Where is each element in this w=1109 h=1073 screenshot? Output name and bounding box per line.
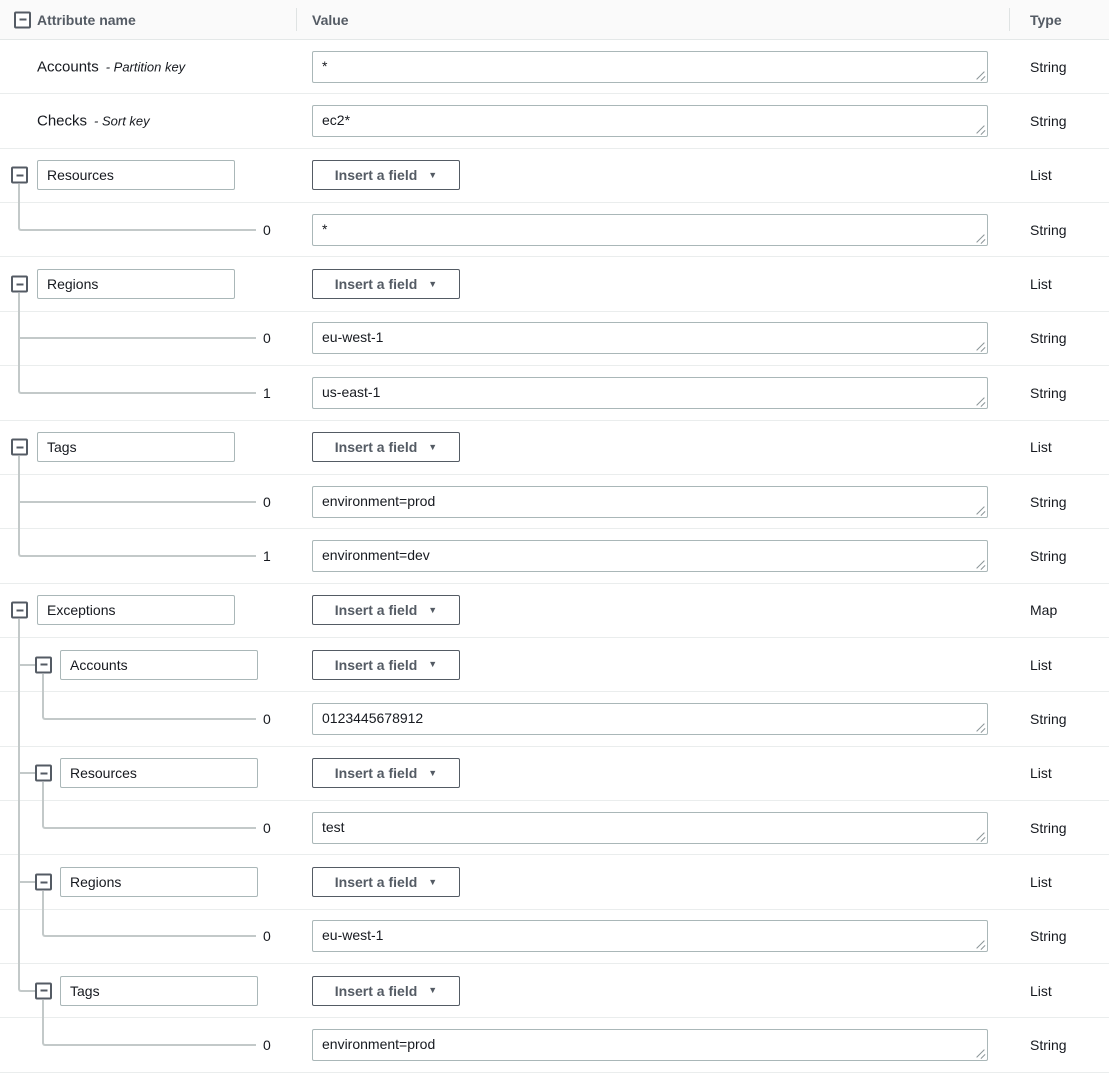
type-label: String bbox=[1030, 819, 1067, 836]
column-header-value: Value bbox=[312, 11, 349, 28]
type-label: String bbox=[1030, 547, 1067, 564]
value-textarea[interactable] bbox=[312, 322, 988, 354]
value-textarea[interactable] bbox=[312, 377, 988, 409]
attribute-row bbox=[0, 366, 1109, 420]
key-designation-label: - Partition key bbox=[105, 59, 186, 75]
collapse-toggle-icon[interactable] bbox=[11, 439, 28, 456]
value-field bbox=[312, 322, 988, 354]
tree-guide-horizontal bbox=[18, 337, 256, 339]
value-field bbox=[312, 1029, 988, 1061]
value-textarea[interactable] bbox=[312, 214, 988, 246]
insert-field-button[interactable] bbox=[312, 595, 460, 625]
type-label: List bbox=[1030, 167, 1052, 184]
type-label: String bbox=[1030, 928, 1067, 945]
attribute-row bbox=[0, 692, 1109, 746]
value-textarea[interactable] bbox=[312, 51, 988, 83]
tree-guide-vertical bbox=[18, 692, 20, 746]
value-textarea[interactable] bbox=[312, 920, 988, 952]
attribute-row bbox=[0, 94, 1109, 148]
index-label: 1 bbox=[263, 384, 271, 401]
column-divider bbox=[296, 8, 297, 31]
key-designation-label: - Sort key bbox=[94, 113, 150, 129]
index-label: 1 bbox=[263, 547, 271, 564]
column-header-attribute-name: Attribute name bbox=[37, 11, 136, 28]
value-textarea[interactable] bbox=[312, 486, 988, 518]
attribute-row bbox=[0, 638, 1109, 692]
attribute-name-input[interactable] bbox=[60, 758, 258, 788]
value-textarea[interactable] bbox=[312, 703, 988, 735]
tree-guide-elbow bbox=[18, 529, 256, 557]
insert-field-button[interactable] bbox=[312, 432, 460, 462]
insert-field-button[interactable] bbox=[312, 160, 460, 190]
attribute-name-input[interactable] bbox=[37, 160, 235, 190]
type-label: String bbox=[1030, 58, 1067, 75]
type-label: List bbox=[1030, 276, 1052, 293]
tree-guide-vertical bbox=[42, 674, 44, 693]
column-divider bbox=[1009, 8, 1010, 31]
type-label: Map bbox=[1030, 602, 1058, 619]
caret-down-icon: ▼ bbox=[428, 169, 438, 180]
value-field bbox=[312, 214, 988, 246]
attribute-row bbox=[0, 855, 1109, 909]
type-label: String bbox=[1030, 221, 1067, 238]
tree-guide-elbow bbox=[18, 203, 256, 231]
attribute-name-input[interactable] bbox=[60, 650, 258, 680]
caret-down-icon: ▼ bbox=[428, 604, 438, 615]
attribute-row bbox=[0, 747, 1109, 801]
tree-guide-vertical bbox=[18, 293, 20, 312]
value-textarea[interactable] bbox=[312, 105, 988, 137]
insert-field-button-label: Insert a field bbox=[334, 276, 418, 293]
tree-guide-vertical bbox=[42, 891, 44, 910]
attribute-row bbox=[0, 910, 1109, 964]
attribute-row bbox=[0, 801, 1109, 855]
caret-down-icon: ▼ bbox=[428, 876, 438, 887]
value-field bbox=[312, 812, 988, 844]
insert-field-button[interactable] bbox=[312, 867, 460, 897]
index-label: 0 bbox=[263, 928, 271, 945]
caret-down-icon: ▼ bbox=[428, 278, 438, 289]
type-label: String bbox=[1030, 384, 1067, 401]
collapse-toggle-icon[interactable] bbox=[11, 276, 28, 293]
tree-guide-elbow bbox=[42, 692, 256, 720]
value-textarea[interactable] bbox=[312, 540, 988, 572]
tree-guide-elbow bbox=[42, 801, 256, 829]
key-attribute-name: Accounts - Partition key bbox=[37, 58, 186, 76]
insert-field-button-label: Insert a field bbox=[334, 439, 418, 456]
attribute-row bbox=[0, 584, 1109, 638]
collapse-toggle-icon[interactable] bbox=[11, 602, 28, 619]
insert-field-button[interactable] bbox=[312, 758, 460, 788]
type-label: String bbox=[1030, 113, 1067, 130]
attribute-row bbox=[0, 475, 1109, 529]
value-field bbox=[312, 703, 988, 735]
value-field bbox=[312, 920, 988, 952]
tree-guide-vertical bbox=[42, 782, 44, 801]
collapse-toggle-icon[interactable] bbox=[35, 656, 52, 673]
tree-guide-vertical bbox=[18, 184, 20, 203]
attribute-row bbox=[0, 529, 1109, 583]
type-label: List bbox=[1030, 982, 1052, 999]
attribute-rows bbox=[0, 40, 1109, 1073]
insert-field-button-label: Insert a field bbox=[334, 982, 418, 999]
type-label: String bbox=[1030, 493, 1067, 510]
attribute-row bbox=[0, 40, 1109, 94]
type-label: List bbox=[1030, 656, 1052, 673]
value-field bbox=[312, 486, 988, 518]
insert-field-button[interactable] bbox=[312, 650, 460, 680]
tree-guide-vertical bbox=[18, 801, 20, 855]
type-label: String bbox=[1030, 1037, 1067, 1054]
index-label: 0 bbox=[263, 1037, 271, 1054]
index-label: 0 bbox=[263, 221, 271, 238]
attribute-row bbox=[0, 421, 1109, 475]
insert-field-button[interactable] bbox=[312, 976, 460, 1006]
attribute-row bbox=[0, 149, 1109, 203]
insert-field-button-label: Insert a field bbox=[334, 874, 418, 891]
index-label: 0 bbox=[263, 710, 271, 727]
attribute-row bbox=[0, 964, 1109, 1018]
tree-guide-vertical bbox=[18, 456, 20, 475]
tree-guide-vertical bbox=[18, 619, 20, 638]
attribute-name-input[interactable] bbox=[37, 269, 235, 299]
value-field bbox=[312, 540, 988, 572]
type-label: List bbox=[1030, 439, 1052, 456]
header-collapse-all-icon[interactable] bbox=[14, 11, 31, 28]
insert-field-button-label: Insert a field bbox=[334, 656, 418, 673]
type-label: List bbox=[1030, 765, 1052, 782]
caret-down-icon: ▼ bbox=[428, 985, 438, 996]
insert-field-button[interactable] bbox=[312, 269, 460, 299]
collapse-toggle-icon[interactable] bbox=[35, 765, 52, 782]
collapse-toggle-icon[interactable] bbox=[11, 167, 28, 184]
value-field bbox=[312, 105, 988, 137]
attribute-name-input[interactable] bbox=[37, 595, 235, 625]
insert-field-button-label: Insert a field bbox=[334, 602, 418, 619]
caret-down-icon: ▼ bbox=[428, 441, 438, 452]
tree-guide-vertical bbox=[42, 1000, 44, 1019]
attribute-row bbox=[0, 203, 1109, 257]
tree-guide-elbow bbox=[18, 366, 256, 394]
value-field bbox=[312, 377, 988, 409]
type-label: String bbox=[1030, 710, 1067, 727]
attribute-name-input[interactable] bbox=[60, 867, 258, 897]
tree-guide-horizontal bbox=[18, 501, 256, 503]
tree-guide-vertical bbox=[18, 910, 20, 964]
attribute-name-input[interactable] bbox=[37, 432, 235, 462]
insert-field-button-label: Insert a field bbox=[334, 765, 418, 782]
attribute-name-input[interactable] bbox=[60, 976, 258, 1006]
caret-down-icon: ▼ bbox=[428, 659, 438, 670]
tree-guide-elbow bbox=[42, 910, 256, 938]
insert-field-button-label: Insert a field bbox=[334, 167, 418, 184]
table-header bbox=[0, 0, 1109, 40]
value-textarea[interactable] bbox=[312, 812, 988, 844]
value-field bbox=[312, 51, 988, 83]
attribute-row bbox=[0, 312, 1109, 366]
caret-down-icon: ▼ bbox=[428, 767, 438, 778]
index-label: 0 bbox=[263, 330, 271, 347]
type-label: String bbox=[1030, 330, 1067, 347]
value-textarea[interactable] bbox=[312, 1029, 988, 1061]
attribute-row bbox=[0, 1018, 1109, 1072]
collapse-toggle-icon[interactable] bbox=[35, 874, 52, 891]
index-label: 0 bbox=[263, 819, 271, 836]
type-label: List bbox=[1030, 874, 1052, 891]
key-attribute-name: Checks - Sort key bbox=[37, 112, 150, 130]
tree-guide-elbow bbox=[42, 1018, 256, 1046]
column-header-type: Type bbox=[1030, 11, 1062, 28]
index-label: 0 bbox=[263, 493, 271, 510]
collapse-toggle-icon[interactable] bbox=[35, 982, 52, 999]
attribute-row bbox=[0, 257, 1109, 311]
